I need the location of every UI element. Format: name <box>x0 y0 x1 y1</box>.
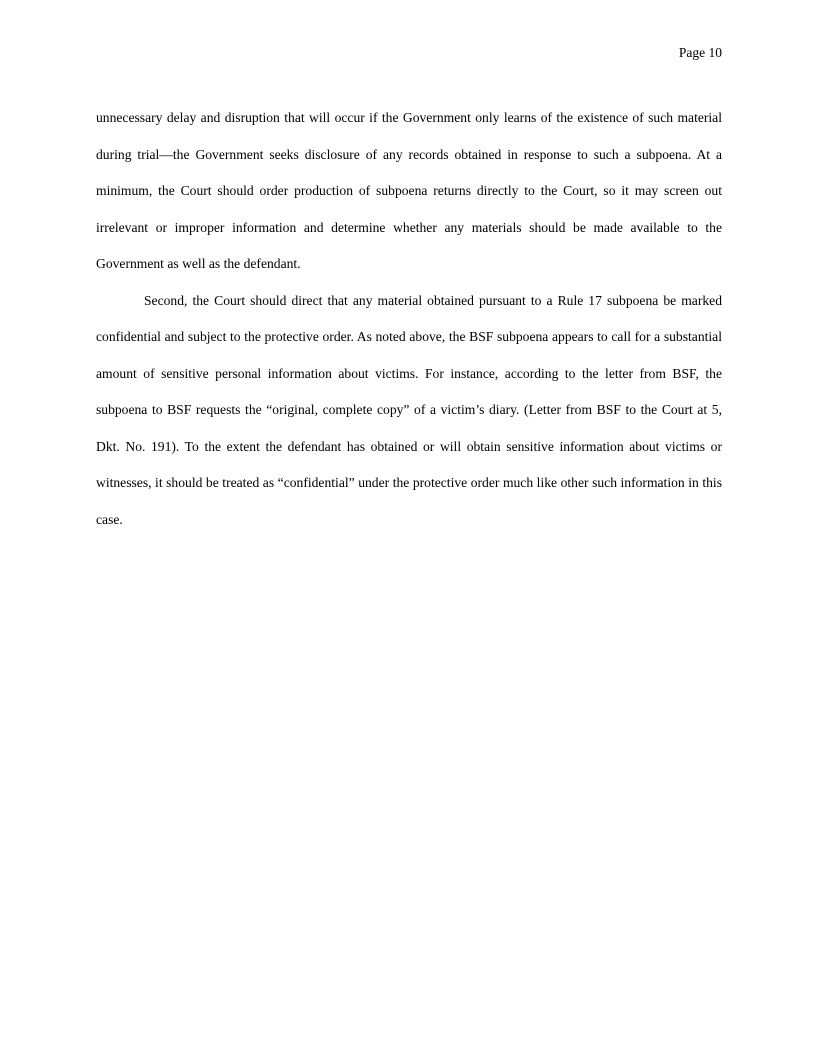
paragraph-continued: unnecessary delay and disruption that will occur if the Government only learns of the existence of such material during trial—the Government seeks disclosure of any records obtained in response to such a subpoena. At a minimum, the Court should order production of subpoena returns directly to the Court, so it may screen out irrelevant or improper information and determine whether any materials should be made available to the Government as well as the defendant. <box>96 110 722 271</box>
page-number-header: Page 10 <box>678 45 722 60</box>
paragraph-second: Second, the Court should direct that any material obtained pursuant to a Rule 17 subpoena be marked confidential and subject to the protective order. As noted above, the BSF subpoena appears to call for a substantial amount of sensitive personal information about victims. For instance, according to the letter from BSF, the subpoena to BSF requests the “original, complete copy” of a victim’s diary. (Letter from BSF to the Court at 5, Dkt. No. 191). To the extent the defendant has obtained or will obtain sensitive information about victims or witnesses, it should be treated as “confidential” under the protective order much like other such information in this case. <box>96 292 722 527</box>
document-body <box>96 100 722 538</box>
